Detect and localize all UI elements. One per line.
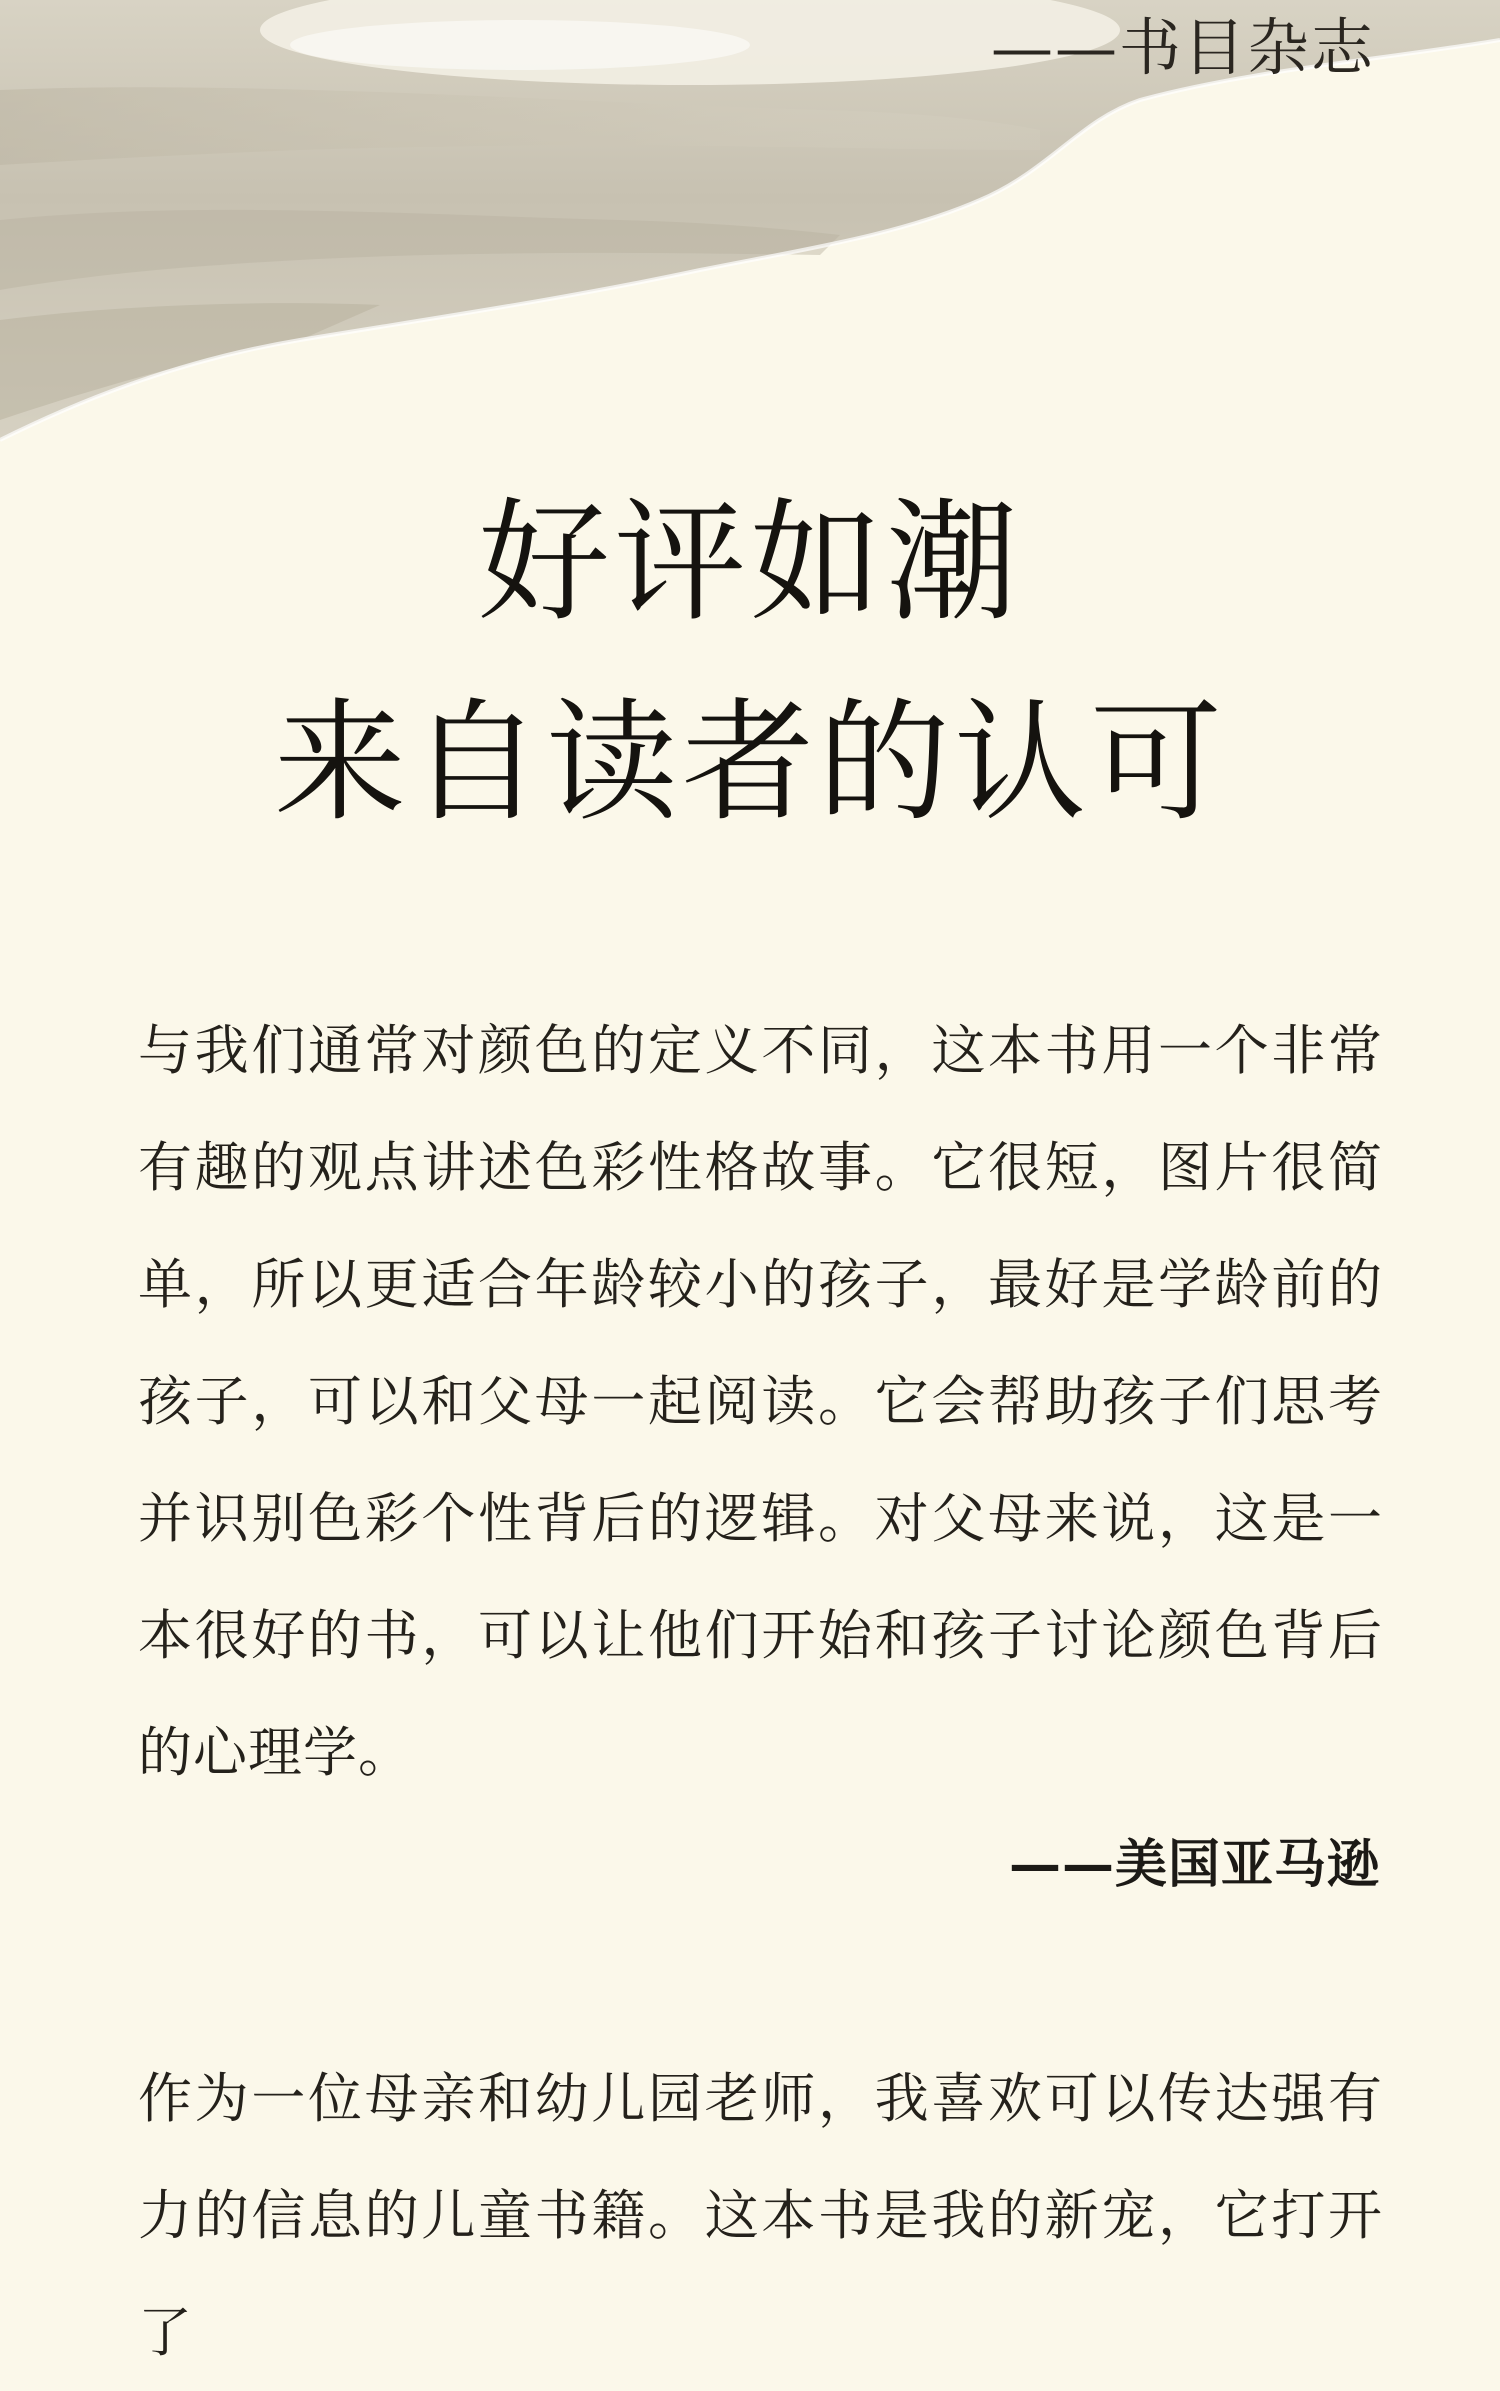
review-text-2: 作为一位母亲和幼儿园老师，我喜欢可以传达强有力的信息的儿童书籍。这本书是我的新宠，它打开了 bbox=[138, 2067, 1383, 2364]
top-attribution: ——书目杂志 bbox=[990, 11, 1375, 84]
review-source-1: ——美国亚马逊 bbox=[1008, 1834, 1380, 1895]
page-headline-line-2: 来自读者的认可 bbox=[274, 686, 1226, 840]
page-headline-line-1: 好评如潮 bbox=[478, 486, 1022, 640]
review-text-1: 与我们通常对颜色的定义不同，这本书用一个非常有趣的观点讲述色彩性格故事。它很短，图片很简单，所以更适合年龄较小的孩子，最好是学龄前的孩子，可以和父母一起阅读。它会帮助孩子们思考并识别色彩个性背后的逻辑。对父母来说，这是一本很好的书，可以让他们开始和孩子讨论颜色背后的心理学。 bbox=[138, 1019, 1383, 1784]
